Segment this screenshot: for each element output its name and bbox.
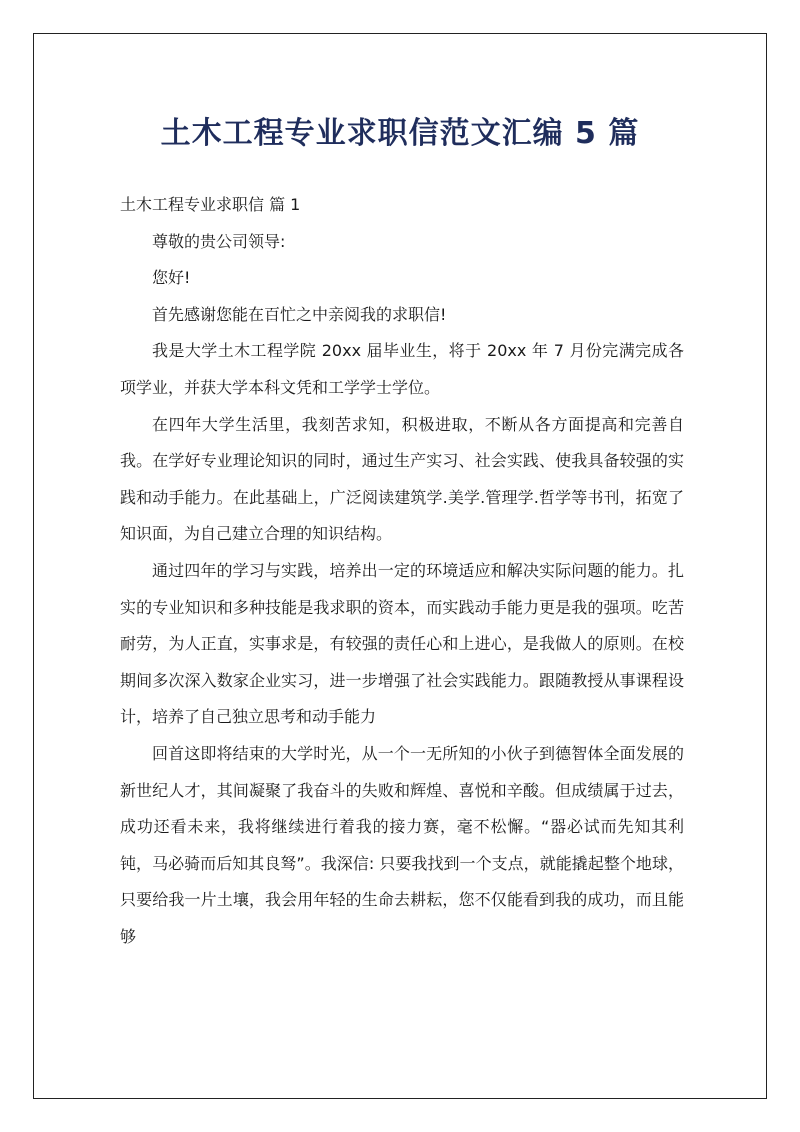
paragraph: 通过四年的学习与实践，培养出一定的环境适应和解决实际问题的能力。扎实的专业知识和多种技能是我求职的资本，而实践动手能力更是我的强项。吃苦耐劳，为人正直，实事求是，有较强的责任心和上进心，是我做人的原则。在校期间多次深入数家企业实习，进一步增强了社会实践能力。跟随教授从事课程设计，培养了自己独立思考和动手能力 — [120, 560, 684, 727]
document-body — [120, 187, 684, 955]
section-heading: 土木工程专业求职信 篇 1 — [120, 195, 301, 214]
greeting: 您好! — [152, 268, 191, 288]
paragraph: 回首这即将结束的大学时光，从一个一无所知的小伙子到德智体全面发展的新世纪人才，其间凝聚了我奋斗的失败和辉煌、喜悦和辛酸。但成绩属于过去，成功还看未来，我将继续进行着我的接力赛，毫不松懈。“器必试而先知其利钝，马必骑而后知其良驽”。我深信: 只要我找到一个支点，就能撬起整个地球，只要给我一片土壤，我会用年轻的生命去耕耘，您不仅能看到我的成功，而且能够 — [120, 743, 684, 946]
paragraph: 我是大学土木工程学院 20xx 届毕业生，将于 20xx 年 7 月份完满完成各项学业，并获大学本科文凭和工学学士学位。 — [120, 341, 684, 397]
paragraph: 在四年大学生活里，我刻苦求知，积极进取，不断从各方面提高和完善自我。在学好专业理论知识的同时，通过生产实习、社会实践、使我具备较强的实践和动手能力。在此基础上，广泛阅读建筑学.美学.管理学.哲学等书刊，拓宽了知识面，为自己建立合理的知识结构。 — [120, 414, 684, 544]
salutation: 尊敬的贵公司领导: — [152, 231, 286, 251]
document-title: 土木工程专业求职信范文汇编 5 篇 — [160, 116, 640, 151]
paragraph: 首先感谢您能在百忙之中亲阅我的求职信! — [152, 304, 447, 324]
